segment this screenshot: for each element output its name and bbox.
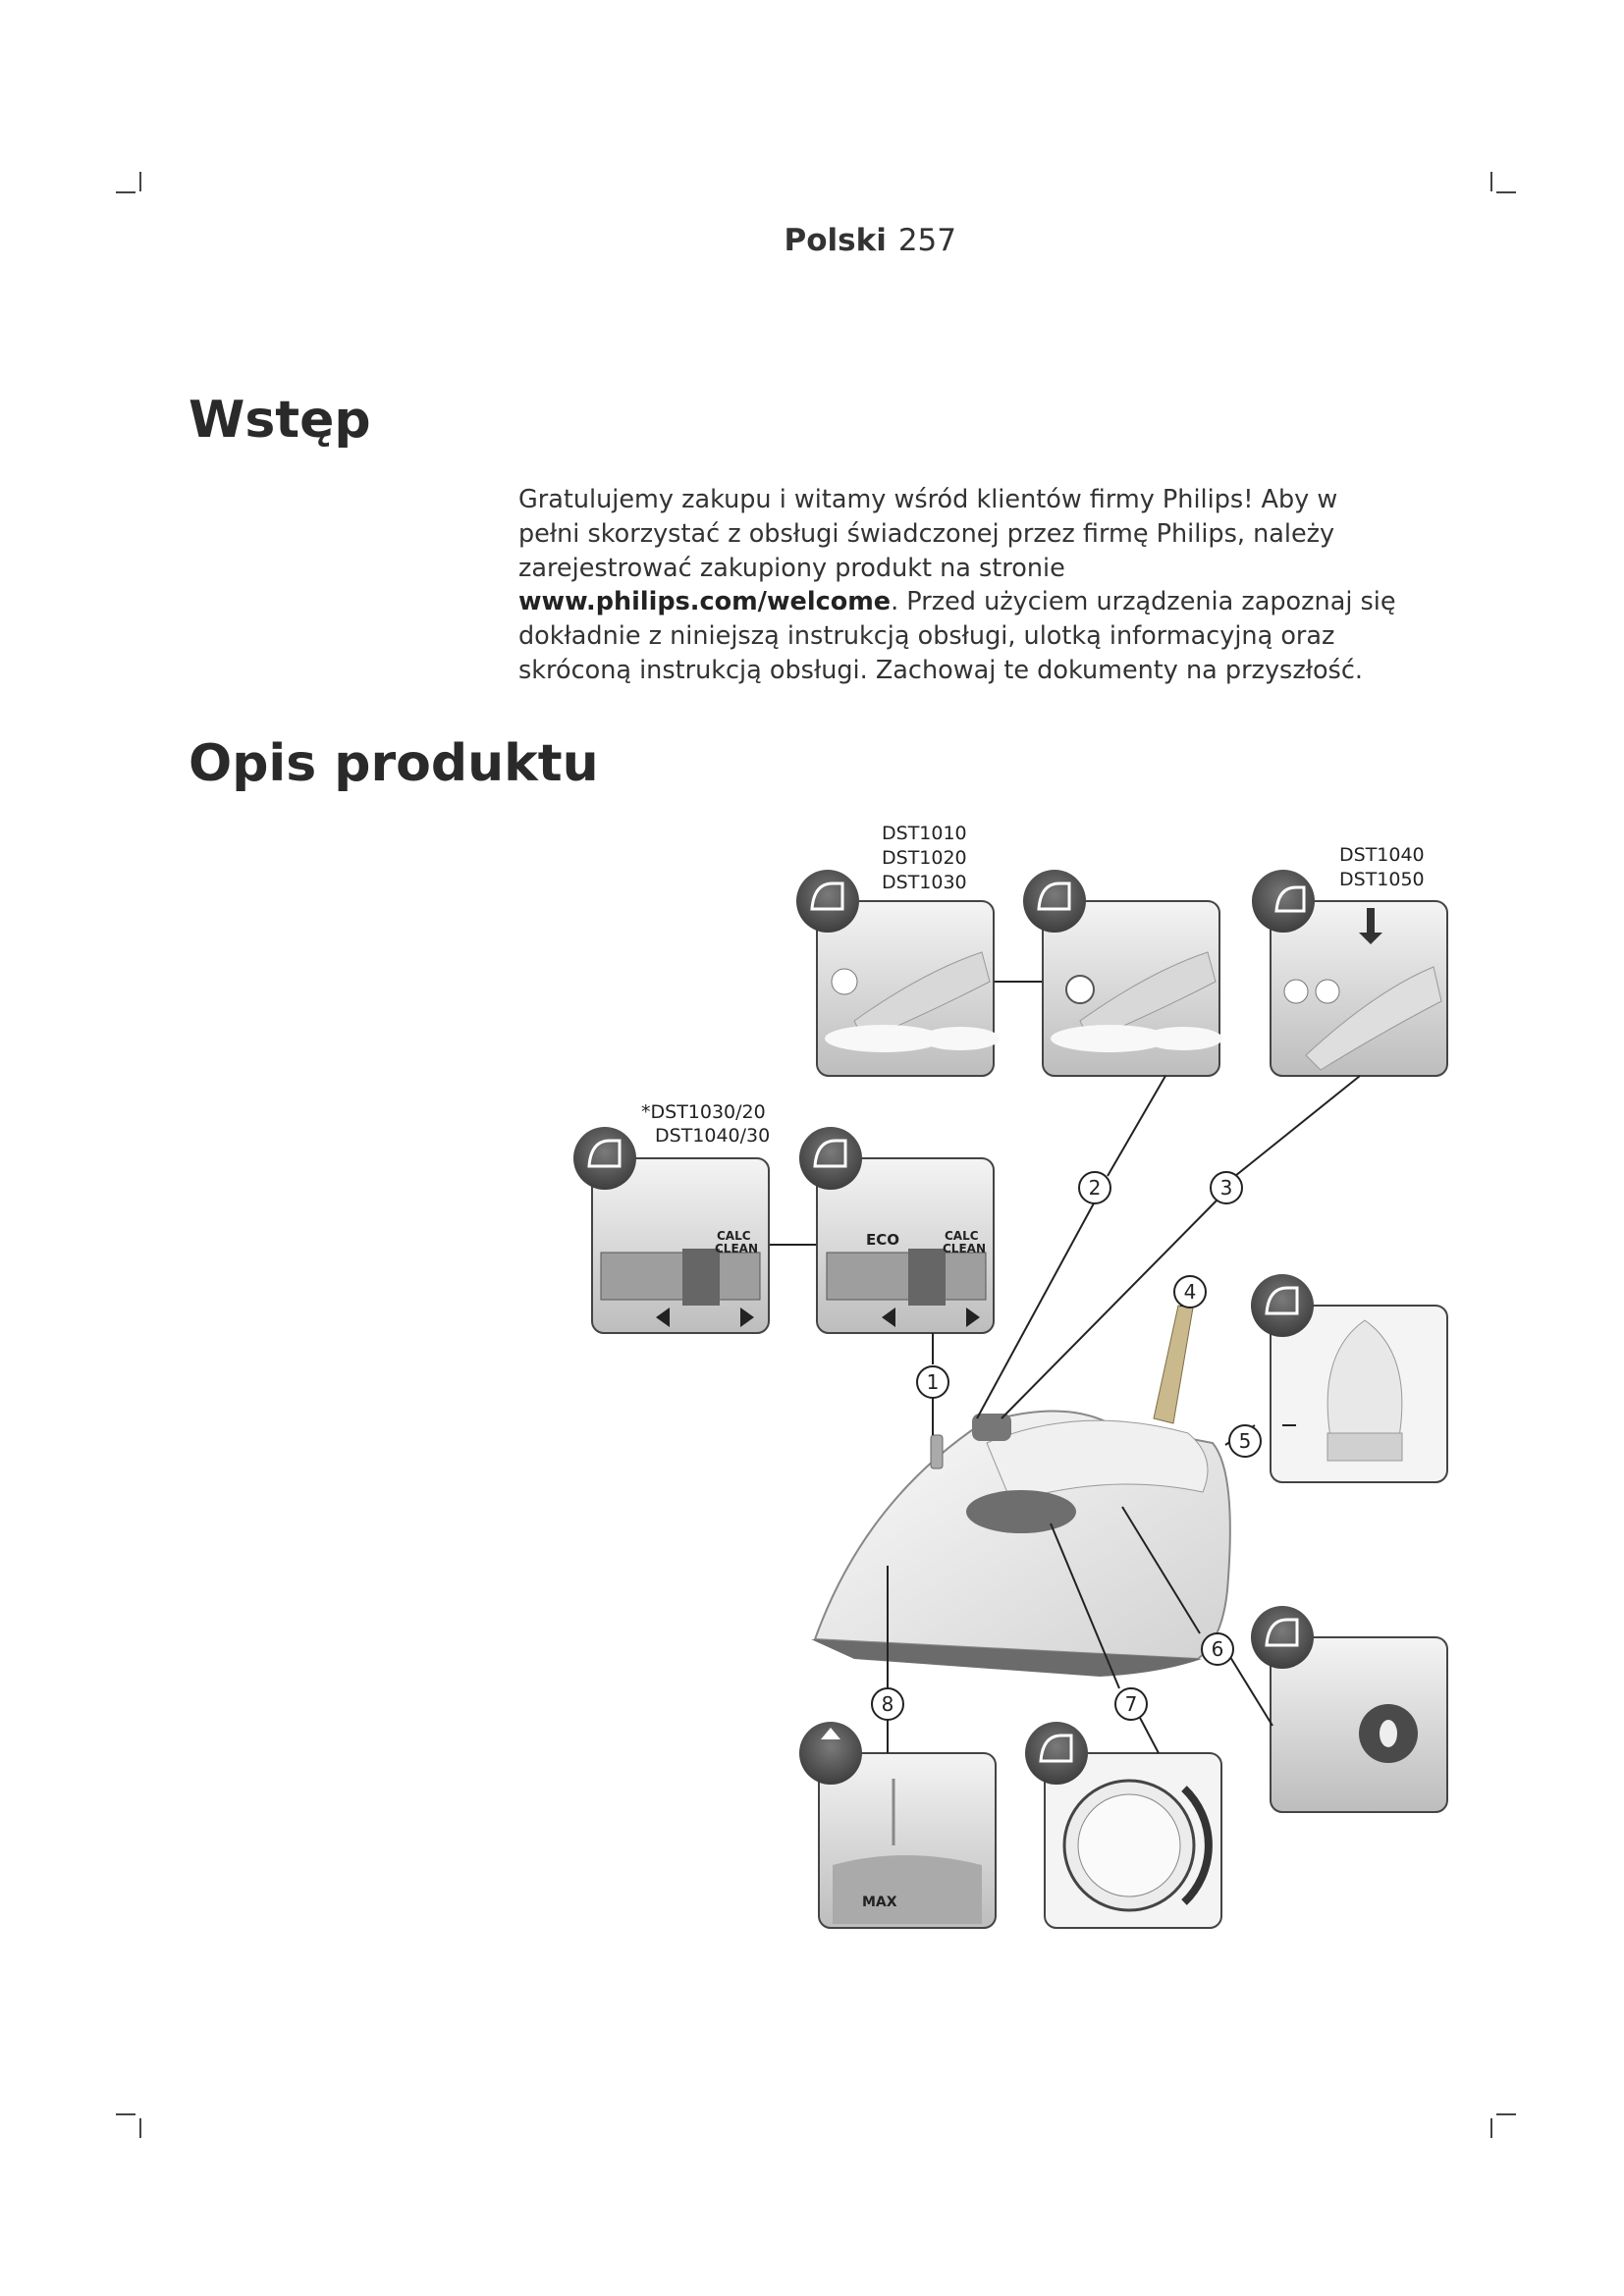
callout-7 — [1115, 1688, 1147, 1720]
temperature-light-icon — [1251, 1606, 1314, 1669]
intro-heading: Wstęp — [189, 391, 371, 450]
callout-number: 3 — [1219, 1176, 1233, 1200]
intro-text-after: . Przed użyciem urządzenia zapoznaj się dokładnie z niniejszą instrukcją obsługi, ulotką informacyjną oraz skróconą instrukcją obsługi. Zachowaj te dokumenty na przyszłość. — [518, 587, 1396, 685]
callout-8 — [872, 1688, 903, 1720]
model-label: DST1050 — [1339, 869, 1425, 890]
callout-number: 8 — [881, 1692, 894, 1716]
steam-iron — [811, 1306, 1230, 1677]
callout-3 — [1211, 1172, 1242, 1203]
page-number: 257 — [897, 223, 956, 258]
calc-clean-label: CLEAN — [943, 1242, 986, 1255]
calc-clean-label: CLEAN — [715, 1242, 758, 1255]
callout-number: 1 — [926, 1370, 940, 1394]
callout-number: 2 — [1088, 1176, 1102, 1200]
model-label-group-b — [1339, 844, 1425, 890]
callout-4 — [1174, 1276, 1206, 1308]
model-label-group-a — [882, 823, 967, 893]
soleplate-icon — [1251, 1274, 1314, 1337]
model-label: *DST1030/20 — [641, 1101, 766, 1123]
callout-number: 7 — [1124, 1692, 1138, 1716]
eco-label: ECO — [866, 1231, 900, 1249]
callout-number: 5 — [1238, 1429, 1252, 1453]
product-heading: Opis produktu — [189, 734, 599, 793]
model-label: DST1040 — [1339, 844, 1425, 866]
model-label-group-c — [641, 1101, 770, 1147]
calc-clean-label: CALC — [945, 1229, 979, 1243]
steam-boost-icon — [796, 870, 859, 933]
steam-control-icon — [573, 1127, 636, 1190]
steam-control-icon — [799, 1127, 862, 1190]
header-language: Polski — [784, 223, 887, 258]
model-label: DST1040/30 — [655, 1125, 771, 1147]
steam-boost-icon — [1023, 870, 1086, 933]
callout-2 — [1079, 1172, 1110, 1203]
model-label: DST1010 — [882, 823, 967, 844]
calc-clean-label: CALC — [717, 1229, 751, 1243]
registration-url: www.philips.com/welcome — [518, 587, 892, 617]
model-label: DST1020 — [882, 847, 967, 869]
temperature-dial-icon — [1025, 1722, 1088, 1785]
callout-6 — [1202, 1633, 1233, 1665]
callout-5 — [1229, 1425, 1261, 1457]
callout-number: 6 — [1211, 1637, 1224, 1661]
intro-text-before: Gratulujemy zakupu i witamy wśród klientów firmy Philips! Aby w pełni skorzystać z obsługi świadczonej przez firmę Philips, należy zarejestrować zakupiony produkt na stronie — [518, 485, 1338, 583]
max-label: MAX — [862, 1895, 897, 1910]
spray-icon — [1252, 870, 1315, 933]
callout-number: 4 — [1183, 1280, 1197, 1304]
water-fill-icon — [799, 1722, 862, 1785]
callout-1 — [917, 1366, 948, 1398]
model-label: DST1030 — [882, 872, 967, 893]
